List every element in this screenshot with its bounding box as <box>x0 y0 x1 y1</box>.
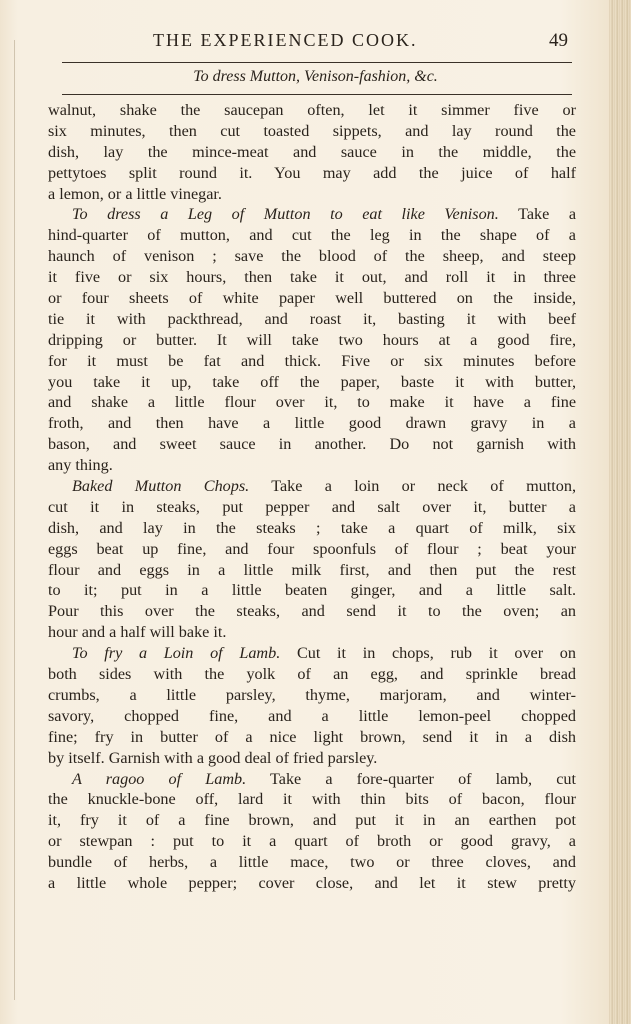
text-line <box>48 288 576 309</box>
line-text: both sides with the yolk of an egg, and sprinkle bread <box>48 665 576 684</box>
text-line <box>48 873 576 894</box>
text-line <box>48 309 576 330</box>
line-text: any thing. <box>48 456 113 475</box>
line-text: or four sheets of white paper well buttered on the inside, <box>48 289 576 308</box>
line-text: the knuckle-bone off, lard it with thin bits of bacon, flour <box>48 790 576 809</box>
line-text: or stewpan : put to it a quart of broth or good gravy, a <box>48 832 576 851</box>
text-line <box>48 413 576 434</box>
text-line <box>48 852 576 873</box>
line-text: Take a loin or neck of mutton, <box>249 477 576 496</box>
page-header <box>48 30 578 56</box>
line-text: tie it with packthread, and roast it, basting it with beef <box>48 309 576 328</box>
line-text: a little whole pepper; cover close, and let it stew pretty <box>48 873 576 892</box>
page-number: 49 <box>549 30 568 51</box>
recipe-heading-line <box>48 204 576 225</box>
line-text: by itself. Garnish with a good deal of fried parsley. <box>48 748 378 767</box>
line-text: to it; put in a little beaten ginger, and a little salt. <box>48 581 576 600</box>
page-gutter-edge <box>14 40 15 1000</box>
text-line <box>48 246 576 267</box>
text-line <box>48 267 576 288</box>
text-line <box>48 748 576 769</box>
running-head: THE EXPERIENCED COOK. <box>153 30 418 50</box>
page-fore-edge <box>609 0 631 1024</box>
recipe-title: Baked Mutton Chops. <box>72 477 250 496</box>
text-line <box>48 455 576 476</box>
recipe-title: A ragoo of Lamb. <box>72 769 247 788</box>
line-text: fine; fry in butter of a nice light brown, send it in a dish <box>48 727 576 746</box>
line-text: a lemon, or a little vinegar. <box>48 184 222 203</box>
text-line <box>48 163 576 184</box>
line-text: flour and eggs in a little milk first, and then put the rest <box>48 560 576 579</box>
line-text: hind-quarter of mutton, and cut the leg in the shape of a <box>48 226 576 245</box>
line-text: dripping or butter. It will take two hours at a good fire, <box>48 330 576 349</box>
text-line <box>48 539 576 560</box>
text-line <box>48 184 576 205</box>
line-text: bundle of herbs, a little mace, two or three cloves, and <box>48 853 576 872</box>
text-line <box>48 622 576 643</box>
recipe-heading-line <box>48 769 576 790</box>
text-line <box>48 497 576 518</box>
section-subhead: To dress Mutton, Venison-fashion, &c. <box>193 68 438 85</box>
text-line <box>48 580 576 601</box>
text-line <box>48 518 576 539</box>
line-text: bason, and sweet sauce in another. Do not garnish with <box>48 435 576 454</box>
line-text: eggs beat up fine, and four spoonfuls of flour ; beat your <box>48 539 576 558</box>
recipe-title: To dress a Leg of Mutton to eat like Venison. <box>72 205 499 224</box>
text-line <box>48 831 576 852</box>
line-text: dish, and lay in the steaks ; take a quart of milk, six <box>48 518 576 537</box>
line-text: Take a fore-quarter of lamb, cut <box>246 769 576 788</box>
text-line <box>48 601 576 622</box>
line-text: it, fry it of a fine brown, and put it in an earthen pot <box>48 811 576 830</box>
body-text <box>48 100 576 894</box>
line-text: cut it in steaks, put pepper and salt over it, butter a <box>48 497 576 516</box>
text-line <box>48 810 576 831</box>
line-text: Cut it in chops, rub it over on <box>280 644 576 663</box>
recipe-heading-line <box>48 476 576 497</box>
line-text: savory, chopped fine, and a little lemon-peel chopped <box>48 706 576 725</box>
recipe-heading-line <box>48 643 576 664</box>
line-text: hour and a half will bake it. <box>48 623 227 642</box>
header-rule-bottom <box>62 94 572 95</box>
line-text: you take it up, take off the paper, baste it with butter, <box>48 372 576 391</box>
line-text: Take a <box>498 205 577 224</box>
text-line <box>48 372 576 393</box>
text-line <box>48 727 576 748</box>
text-line <box>48 560 576 581</box>
line-text: and shake a little flour over it, to make it have a fine <box>48 393 576 412</box>
text-line <box>48 789 576 810</box>
text-line <box>48 706 576 727</box>
line-text: six minutes, then cut toasted sippets, and lay round the <box>48 121 576 140</box>
text-line <box>48 330 576 351</box>
text-line <box>48 351 576 372</box>
line-text: dish, lay the mince-meat and sauce in the middle, the <box>48 142 576 161</box>
line-text: froth, and then have a little good drawn gravy in a <box>48 414 576 433</box>
recipe-title: To fry a Loin of Lamb. <box>72 644 281 663</box>
line-text: Pour this over the steaks, and send it to the oven; an <box>48 602 576 621</box>
text-line <box>48 392 576 413</box>
line-text: it five or six hours, then take it out, and roll it in three <box>48 268 576 287</box>
text-line <box>48 434 576 455</box>
line-text: for it must be fat and thick. Five or six minutes before <box>48 351 576 370</box>
text-line <box>48 664 576 685</box>
line-text: crumbs, a little parsley, thyme, marjoram, and winter- <box>48 685 576 704</box>
text-line <box>48 685 576 706</box>
text-line <box>48 142 576 163</box>
line-text: walnut, shake the saucepan often, let it simmer five or <box>48 101 576 119</box>
text-line <box>48 100 576 121</box>
text-line <box>48 121 576 142</box>
line-text: haunch of venison ; save the blood of the sheep, and steep <box>48 247 576 266</box>
text-line <box>48 225 576 246</box>
header-rule-top <box>62 62 572 63</box>
line-text: pettytoes split round it. You may add the juice of half <box>48 163 576 182</box>
